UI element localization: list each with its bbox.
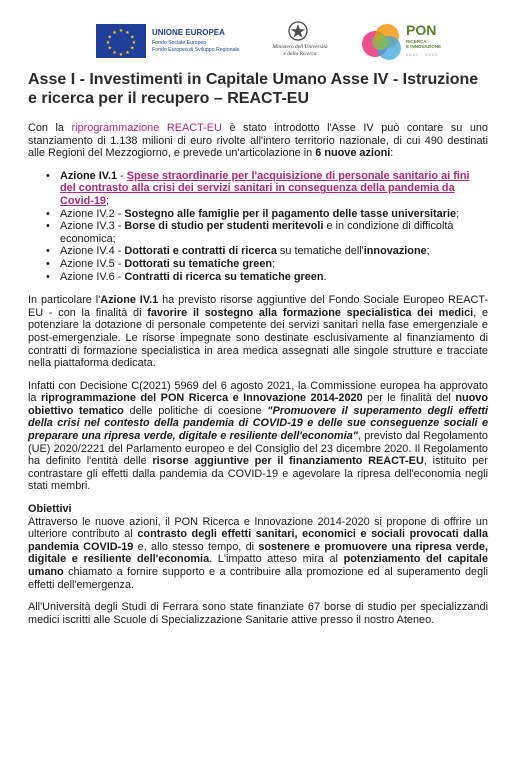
svg-text:★: ★ <box>130 34 135 41</box>
action-iv1-link[interactable]: Spese straordinarie per l'acquisizione di personale sanitario ai fini del contrasto alla crisi dei servizi sanitari in conseguenza della pandemia da Covid-19 <box>60 169 470 207</box>
action-label: Azione IV.5 <box>60 257 115 270</box>
action-sep: - <box>114 220 125 233</box>
eu-fund-social: Fondo Sociale Europeo <box>152 40 207 46</box>
pon-name: PON <box>406 22 437 38</box>
action-label: Azione IV.1 <box>60 169 118 182</box>
svg-text:★: ★ <box>112 29 117 36</box>
ministry-name <box>260 44 340 58</box>
para3-bold: risorse aggiuntive per il finanziamento REACT-EU <box>152 455 424 468</box>
svg-text:★: ★ <box>105 40 111 46</box>
svg-text:★: ★ <box>125 50 130 57</box>
action-mid: su tematiche dell' <box>276 245 364 258</box>
pon-years: 2014 · 2020 <box>406 52 439 57</box>
objectives-text: chiamato a fornire supporto e a contribuire alla promozione ed al superamento degli effetti dell'emergenza. <box>28 566 488 591</box>
action-title: Dottorati su tematiche green <box>124 257 273 270</box>
para3-text: per le finalità del <box>362 392 456 405</box>
action-title: Dottorati e contratti di ricerca <box>124 245 277 258</box>
action-suffix: e in condizione di difficoltà economica; <box>60 220 454 245</box>
objectives-section <box>28 503 488 591</box>
action-suffix: ; <box>272 257 276 270</box>
para3-bold: nuovo obiettivo tematico <box>28 392 488 417</box>
action-sep: - <box>114 207 125 220</box>
action-item-iv2 <box>60 208 488 221</box>
react-eu-link[interactable]: riprogrammazione REACT-EU <box>71 122 222 134</box>
ministry-line-1: Ministero dell'Università <box>272 44 328 50</box>
action-suffix: ; <box>106 194 110 207</box>
eu-name: UNIONE EUROPEA <box>152 28 225 37</box>
para3-text: delle politiche di coesione <box>123 404 268 417</box>
action-title: Sostegno alle famiglie per il pagamento delle tasse universitarie <box>124 207 457 220</box>
action-label: Azione IV.6 <box>60 270 115 283</box>
objectives-text: Attraverso le nuove azioni, il PON Ricerca e Innovazione 2014-2020 si propone di offrire un ulteriore contributo al <box>28 515 488 541</box>
para3-bold: riprogrammazione del PON Ricerca e Innovazione 2014-2020 <box>40 392 363 405</box>
svg-text:★: ★ <box>107 45 112 52</box>
logo-header <box>0 20 512 66</box>
pon-logo <box>360 20 460 64</box>
ministry-logo <box>260 20 340 64</box>
svg-text:★: ★ <box>131 40 137 46</box>
action-label: Azione IV.3 <box>60 220 115 233</box>
pon-sub-ricerca: RICERCA <box>406 39 427 44</box>
action-suffix: ; <box>426 245 430 258</box>
objectives-text: e, allo stesso tempo, di <box>133 540 259 553</box>
para2-bold: Azione IV.1 <box>100 294 159 307</box>
para3-text: , istituito per contrastare gli effetti dalla pandemia da COVID-19 e agevolare la ripresa dell'economia negli stati membri. <box>28 455 488 493</box>
para2-bold: favorire il sostegno alla formazione specialistica dei medici <box>147 306 474 319</box>
para3-text: , previsto dal Regolamento (UE) 2020/2221 del Parlamento europeo e del Consiglio del 23 dicembre 2020. Il Regolamento ha definito l'entità delle <box>28 430 488 468</box>
intro-bold: 6 nuove azioni <box>315 147 391 160</box>
action-label: Azione IV.2 <box>60 207 115 220</box>
action-item-iv1 <box>60 170 488 208</box>
intro-paragraph <box>28 122 488 160</box>
para2-text: , e potenziare la dotazione di personale competente dei servizi sanitari nella fase emergenziale e post-emergenziale. Le risorse impegnate sono destinate esclusivamente al finanziamento di contratti di formazione specialistica in area medica assegnati alle singole strutture e tracciate nella piattaforma dedicata. <box>28 306 489 370</box>
svg-text:★: ★ <box>125 29 130 36</box>
intro-text-1: Con la <box>28 122 72 134</box>
objectives-title: Obiettivi <box>28 503 72 516</box>
italian-emblem-icon <box>287 20 309 42</box>
eu-logo <box>96 24 266 60</box>
objectives-bold: contrasto degli effetti sanitari, economici e sociali provocati dalla pandemia COVID-19 <box>28 528 488 553</box>
action-item-iv5 <box>60 258 488 271</box>
action-suffix: . <box>323 270 327 283</box>
closing-paragraph: All'Università degli Studi di Ferrara sono state finanziate 67 borse di studio per specializzandi medici iscritti alle Scuole di Specializzazione Sanitarie attive presso il nostro Ateneo. <box>28 601 488 626</box>
svg-text:★: ★ <box>107 34 112 41</box>
document-body <box>28 122 488 636</box>
action-sep: - <box>114 270 125 283</box>
objectives-bold: potenziamento del capitale umano <box>28 553 489 578</box>
para3-text: Infatti con Decisione C(2021) 5969 del 6 agosto 2021, la Commissione europea ha approvato la <box>28 379 488 405</box>
action-sep: - <box>117 169 127 182</box>
objectives-bold: sostenere e promuovere una ripresa verde, digitale e resiliente dell'economia <box>28 540 488 566</box>
actions-list <box>28 170 488 283</box>
svg-text:★: ★ <box>112 50 117 57</box>
eu-flag-icon <box>96 24 146 58</box>
svg-text:★: ★ <box>118 28 124 34</box>
commission-paragraph <box>28 380 488 493</box>
action-sep: - <box>114 257 125 270</box>
ministry-line-2: e della Ricerca <box>283 51 317 57</box>
action-item-iv6 <box>60 271 488 284</box>
objectives-text: . L'impatto atteso mira al <box>209 553 344 566</box>
intro-text-2: è stato introdotto l'Asse IV può contare su uno stanziamento di 1.138 milioni di euro rivolte all'intero territorio nazionale, di cui 490 destinati alle Regioni del Mezzogiorno, e prevede un'articolazione in <box>28 122 488 160</box>
para2-text: In particolare l' <box>28 294 101 307</box>
action-item-iv4 <box>60 245 488 258</box>
intro-text-3: : <box>390 147 394 160</box>
svg-text:★: ★ <box>130 45 135 52</box>
eu-fund-regional: Fondo Europeo di Sviluppo Regionale <box>152 47 240 53</box>
action-suffix: ; <box>456 207 460 220</box>
action-title-2: innovazione <box>363 245 427 258</box>
svg-text:★: ★ <box>118 52 124 58</box>
para3-quote: "Promuovere il superamento degli effetti della crisi nel contesto della pandemia di COVID-19 e delle sue conseguenze sociali e preparare una ripresa verde, digitale e resiliente dell'economia" <box>28 404 489 443</box>
action-item-iv3 <box>60 220 488 245</box>
pon-circles-icon <box>360 22 404 62</box>
pon-sub-innovazione: E INNOVAZIONE <box>406 44 442 49</box>
action-label: Azione IV.4 <box>60 245 115 258</box>
action-sep: - <box>114 245 125 258</box>
action-iv1-paragraph <box>28 294 488 370</box>
action-title: Contratti di ricerca su tematiche green <box>124 270 324 283</box>
page-title: Asse I - Investimenti in Capitale Umano Asse IV - Istruzione e ricerca per il recupero – REACT-EU <box>28 71 479 107</box>
para2-text: ha previsto risorse aggiuntive del Fondo Sociale Europeo REACT-EU - con la finalità di <box>28 294 488 319</box>
action-title: Borse di studio per studenti meritevoli <box>124 220 324 233</box>
